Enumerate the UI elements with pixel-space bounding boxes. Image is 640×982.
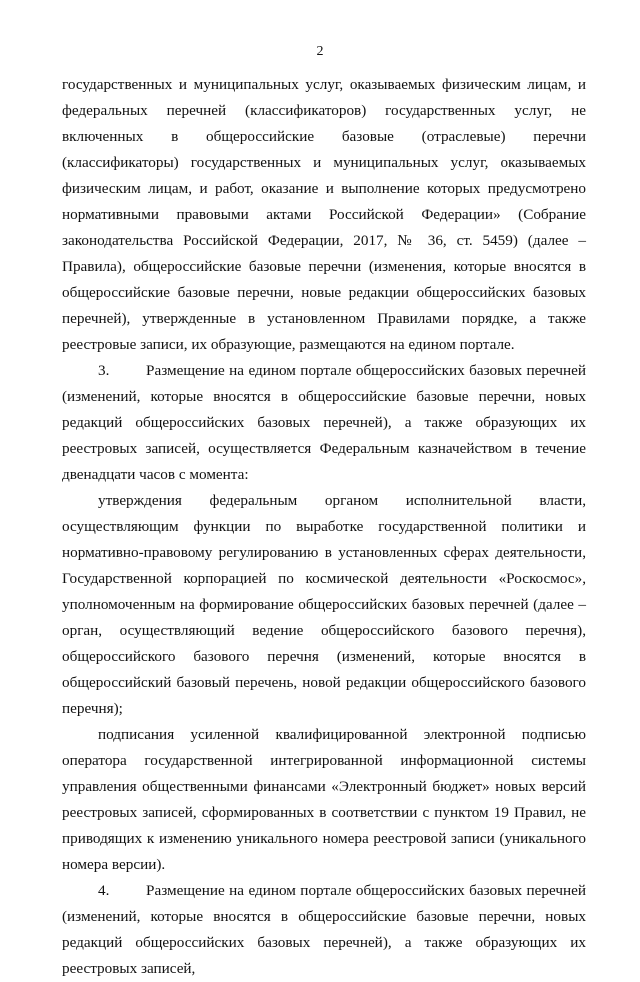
paragraph-item-3 xyxy=(62,358,586,488)
document-body xyxy=(62,72,586,982)
page-number: 2 xyxy=(316,44,324,59)
item-number-4: 4. xyxy=(98,882,110,899)
paragraph-continuation: государственных и муниципальных услуг, оказываемых физическим лицам, и федеральных перечней (классификаторов) государственных услуг, не включенных в общероссийские базовые (отраслевые) перечни (классификаторы) государственных и муниципальных услуг, оказываемых физическим лицам, и работ, оказание и выполнение которых предусмотрено нормативными правовыми актами Российской Федерации» (Собрание законодательства Российской Федерации, 2017, № 36, ст. 5459) (далее – Правила), общероссийские базовые перечни (изменения, которые вносятся в общероссийские базовые перечни, новые редакции общероссийских базовых перечней), утвержденные в установленном Правилами порядке, а также реестровые записи, их образующие, размещаются на едином портале. xyxy=(62,76,586,353)
item-3-text: Размещение на едином портале общероссийских базовых перечней (изменений, которые вносятся в общероссийские базовые перечни, новых редакций общероссийских базовых перечней), а также образующих их реестровых записей, осуществляется Федеральным казначейством в течение двенадцати часов с момента: xyxy=(62,362,586,483)
paragraph-signature-clause: подписания усиленной квалифицированной электронной подписью оператора государственной интегрированной информационной системы управления общественными финансами «Электронный бюджет» новых версий реестровых записей, сформированных в соответствии с пунктом 19 Правил, не приводящих к изменению уникального номера реестровой записи (уникального номера версии). xyxy=(62,726,586,873)
item-number-3: 3. xyxy=(98,362,110,379)
paragraph-item-4 xyxy=(62,878,586,982)
item-4-text: Размещение на едином портале общероссийских базовых перечней (изменений, которые вносятся в общероссийские базовые перечни, новых редакций общероссийских базовых перечней), а также образующих их реестровых записей, xyxy=(62,882,586,977)
paragraph-approval-clause: утверждения федеральным органом исполнительной власти, осуществляющим функции по выработке государственной политики и нормативно-правовому регулированию в установленных сферах деятельности, Государственной корпорацией по космической деятельности «Роскосмос», уполномоченным на формирование общероссийских базовых перечней (далее – орган, осуществляющий ведение общероссийского базового перечня), общероссийского базового перечня (изменений, которые вносятся в общероссийский базовый перечень, новой редакции общероссийского базового перечня); xyxy=(62,492,586,717)
